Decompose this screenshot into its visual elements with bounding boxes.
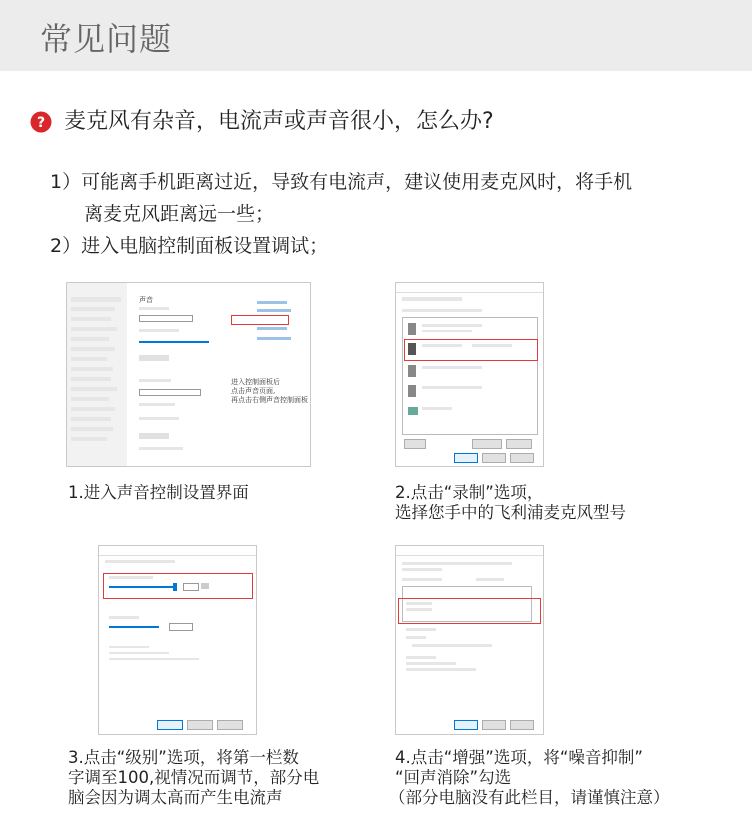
screenshot-enhancements-tab bbox=[395, 545, 544, 735]
screenshot-recording-tab bbox=[395, 282, 544, 467]
svg-text:?: ? bbox=[36, 115, 46, 131]
screenshot-levels-tab bbox=[98, 545, 257, 735]
screenshot-sound-settings bbox=[66, 282, 311, 467]
caption-4-line-2: “回声消除”勾选 bbox=[395, 768, 512, 787]
annotation-line-3: 再点击右侧声音控制面板 bbox=[231, 396, 308, 404]
question-icon bbox=[30, 111, 52, 133]
annotation-line-2: 点击声音页面, bbox=[231, 387, 276, 395]
sound-heading: 声音 bbox=[139, 296, 153, 304]
question-heading: 麦克风有杂音，电流声或声音很小，怎么办? bbox=[64, 109, 494, 134]
caption-3-line-3: 脑会因为调太高而产生电流声 bbox=[68, 788, 283, 807]
philips-mic-highlight bbox=[404, 339, 538, 361]
caption-2-line-1: 2.点击“录制”选项， bbox=[395, 483, 544, 502]
step-1-line-2: 离麦克风距离远一些； bbox=[84, 203, 275, 225]
caption-4-line-3: （部分电脑没有此栏目，请谨慎注意） bbox=[389, 788, 670, 807]
control-panel-highlight bbox=[231, 315, 289, 325]
caption-3-line-2: 字调至100,视情况而调节，部分电 bbox=[68, 768, 320, 787]
annotation-line-1: 进入控制面板后 bbox=[231, 378, 280, 386]
step-1-line-1: 1）可能离手机距离过近，导致有电流声，建议使用麦克风时，将手机 bbox=[50, 171, 633, 193]
header-bar bbox=[0, 0, 752, 71]
caption-4-line-1: 4.点击“增强”选项，将“噪音抑制” bbox=[395, 748, 643, 767]
caption-1: 1.进入声音控制设置界面 bbox=[68, 483, 249, 502]
caption-3-line-1: 3.点击“级别”选项，将第一栏数 bbox=[68, 748, 299, 767]
step-2: 2）进入电脑控制面板设置调试； bbox=[50, 235, 329, 257]
page-title: 常见问题 bbox=[40, 20, 173, 58]
caption-2-line-2: 选择您手中的飞利浦麦克风型号 bbox=[395, 503, 626, 522]
